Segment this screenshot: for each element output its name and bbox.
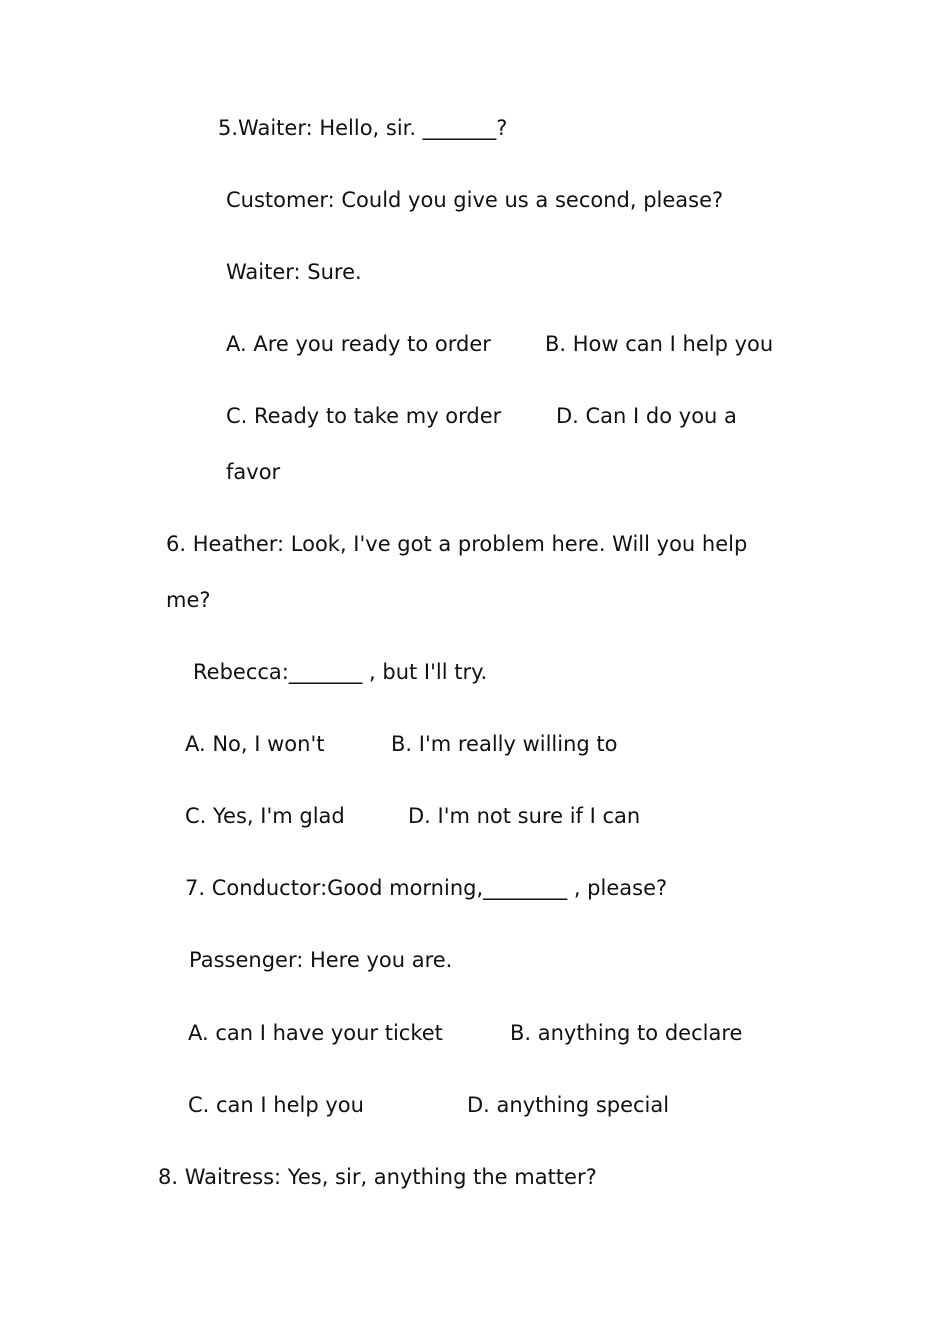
q6-option-b: B. I'm really willing to (391, 732, 618, 756)
q6-option-d: D. I'm not sure if I can (408, 804, 641, 828)
q6-rebecca-line: Rebecca:_______ , but I'll try. (193, 660, 488, 684)
q7-question: 7. Conductor:Good morning,________ , please? (185, 876, 668, 900)
q5-option-d: D. Can I do you a (556, 404, 737, 428)
q5-option-d-continued: favor (226, 460, 281, 484)
q5-option-b: B. How can I help you (545, 332, 774, 356)
q7-passenger-line: Passenger: Here you are. (189, 948, 453, 972)
q7-option-d: D. anything special (467, 1093, 670, 1117)
q5-option-c: C. Ready to take my order (226, 404, 502, 428)
q5-waiter-line: Waiter: Sure. (226, 260, 362, 284)
q6-question-continued: me? (166, 588, 211, 612)
q5-option-a: A. Are you ready to order (226, 332, 491, 356)
q8-question: 8. Waitress: Yes, sir, anything the matter? (158, 1165, 597, 1189)
q7-option-c: C. can I help you (188, 1093, 364, 1117)
q7-option-b: B. anything to declare (510, 1021, 743, 1045)
q5-question: 5.Waiter: Hello, sir. _______? (218, 116, 508, 140)
q6-question: 6. Heather: Look, I've got a problem here. Will you help (166, 532, 748, 556)
q7-option-a: A. can I have your ticket (188, 1021, 443, 1045)
q6-option-a: A. No, I won't (185, 732, 325, 756)
q6-option-c: C. Yes, I'm glad (185, 804, 345, 828)
q5-customer-line: Customer: Could you give us a second, please? (226, 188, 724, 212)
